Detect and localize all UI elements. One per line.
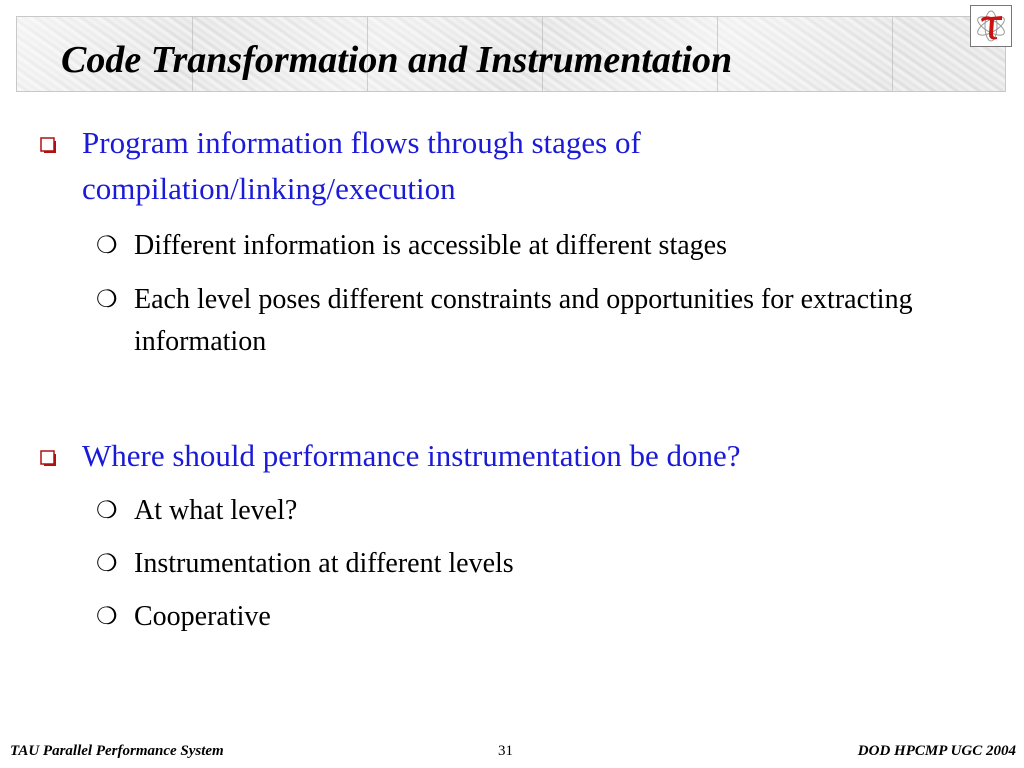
footer-right-text: DOD HPCMP UGC 2004 — [857, 743, 1016, 759]
circle-bullet-icon: ❍ — [96, 604, 118, 630]
marble-seam — [892, 17, 893, 91]
bullet-level2: Different information is accessible at different stages — [134, 230, 727, 261]
square-bullet-icon — [40, 450, 58, 468]
bullet-level2: Cooperative — [134, 601, 271, 632]
square-bullet-icon — [40, 137, 58, 155]
circle-bullet-icon: ❍ — [96, 233, 118, 259]
slide-title: Code Transformation and Instrumentation — [61, 39, 733, 81]
footer-left-text: TAU Parallel Performance System — [10, 743, 224, 759]
bullet-level2: At what level? — [134, 495, 298, 526]
circle-bullet-icon: ❍ — [96, 498, 118, 524]
page-number: 31 — [498, 743, 513, 759]
bullet-level2: Instrumentation at different levels — [134, 548, 514, 579]
bullet-level1: Program information flows through stages of compilation/linking/execution — [82, 125, 641, 206]
tau-logo-icon — [970, 5, 1012, 47]
circle-bullet-icon: ❍ — [96, 551, 118, 577]
title-banner — [16, 16, 1006, 92]
circle-bullet-icon: ❍ — [96, 287, 118, 313]
bullet-level2: Each level poses different constraints and opportunities for extracting information — [134, 284, 913, 357]
bullet-level1: Where should performance instrumentation be done? — [82, 438, 741, 473]
